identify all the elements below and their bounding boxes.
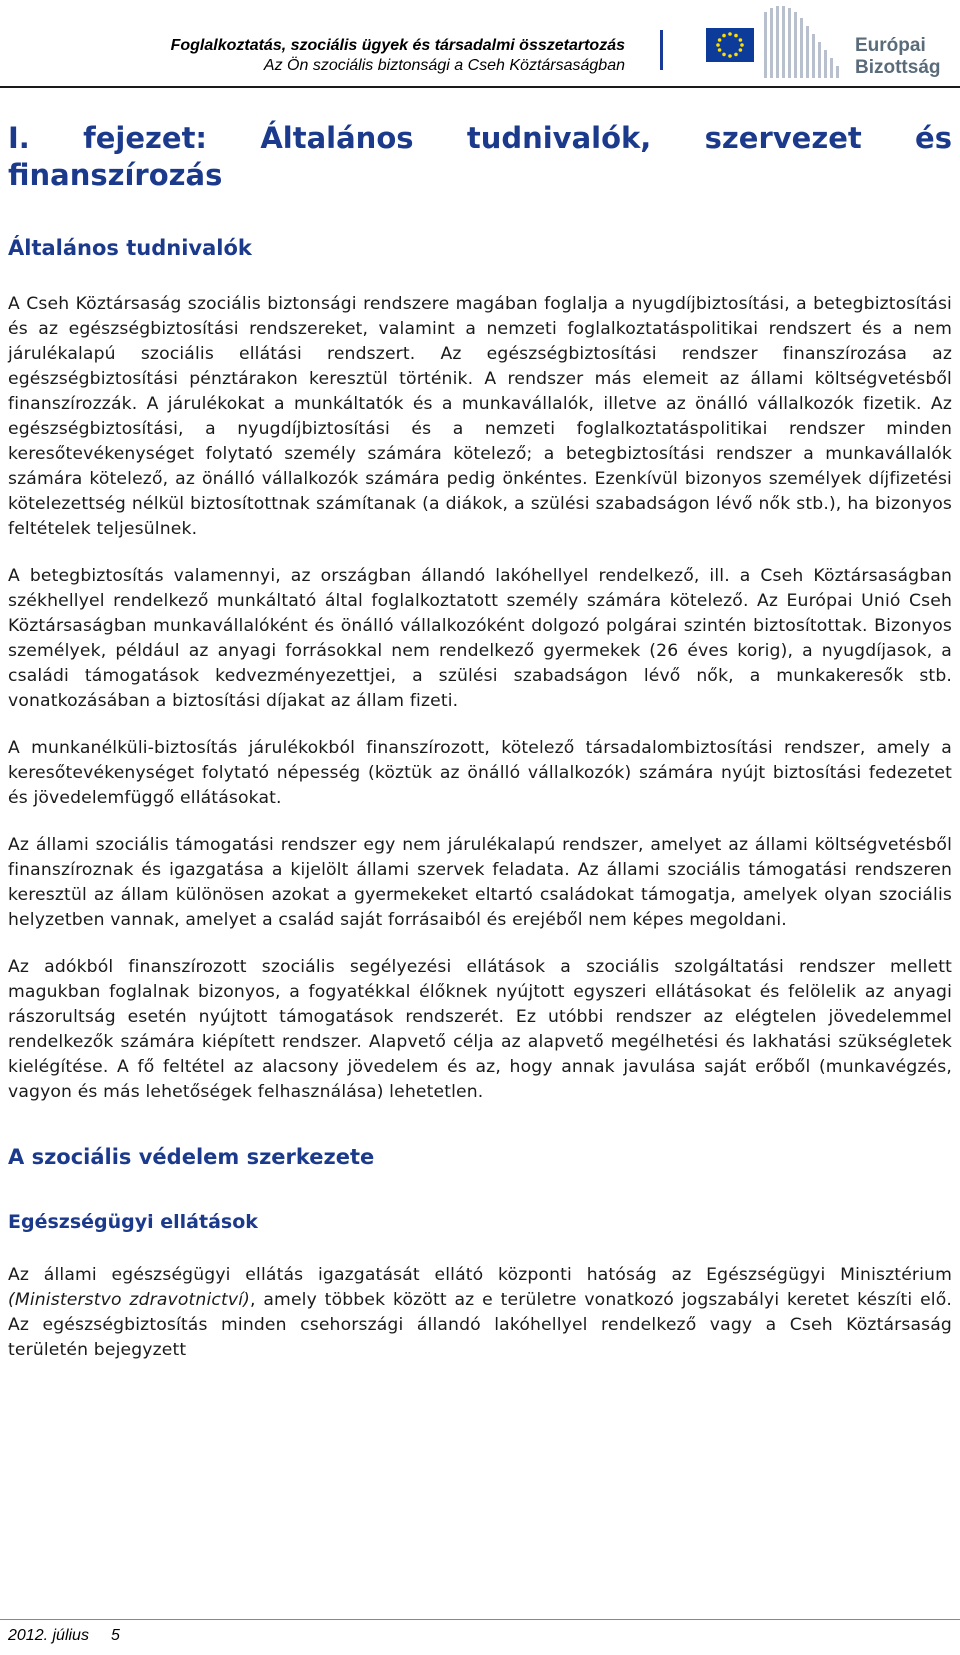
subsection-title-health: Egészségügyi ellátások [8, 1211, 258, 1233]
paragraph: A Cseh Köztársaság szociális biztonsági rendszere magában foglalja a nyugdíjbiztosítási, a betegbiztosítási és az egészségbiztosítási rendszereket, valamint a nemzeti foglalkoztatáspolitikai rendszert és a nem járulékalapú szociális ellátási rendszert. Az egészségbiztosítási rendszer finanszírozása az egészségbiztosítási pénztárakon keresztül történik. A rendszer más elemeit az állami költségvetésből finanszírozzák. A járulékokat a munkáltatók és a munkavállalók, illetve az önálló vállalkozók fizetik. Az egészségbiztosítási, a nyugdíjbiztosítási és a nemzeti foglalkoztatáspolitikai rendszer minden keresőtevékenységet folytató személy számára kötelező; a betegbiztosítási rendszer a munkavállalók számára kötelező, az önálló vállalkozók számára pedig önkéntes. Ezenkívül bizonyos személyek díjfizetési kötelezettség nélkül biztosítottnak számítanak (a diákok, a szülési szabadságon lévő nők stb.), ha bizonyos feltételek teljesülnek. [8, 294, 952, 539]
page-number: 5 [110, 1627, 120, 1644]
paragraph-health-italic: (Ministerstvo zdravotnictví) [8, 1290, 250, 1310]
berlaymont-building-icon [764, 6, 839, 78]
logo-text-line1: Európai [855, 35, 926, 56]
header-titles [171, 36, 625, 76]
document-body [8, 120, 952, 1363]
eu-flag-icon [706, 28, 754, 62]
header-rule [0, 86, 960, 88]
header-divider [660, 30, 663, 70]
paragraph-health-text-1: Az állami egészségügyi ellátás igazgatását ellátó központi hatóság az Egészségügyi Minisztérium [8, 1265, 952, 1285]
paragraph: Az állami szociális támogatási rendszer egy nem járulékalapú rendszer, amelyet az állami költségvetésből finanszíroznak és igazgatása a kijelölt állami szervek feladata. Az állami szociális támogatási rendszeren keresztül az állam különösen azokat a gyermekeket eltartó családokat támogatja, amelyek olyan szociális helyzetben vannak, amelyet a család saját forrásaiból és erejéből nem képes megoldani. [8, 835, 952, 930]
page-header [0, 0, 960, 88]
header-subtitle: Az Ön szociális biztonsági a Cseh Köztársaságban [263, 57, 625, 74]
chapter-title: I. fejezet: Általános tudnivalók, szervezet és finanszírozás [8, 121, 952, 192]
paragraph-health-text-2: , amely többek között az e területre vonatkozó jogszabályi keretet készíti elő. Az egészségbiztosítás minden csehországi állandó lakóhellyel rendelkező vagy a Cseh Köztársaság területén bejegyzett [8, 1290, 952, 1360]
logo-text-line2: Bizottság [855, 57, 941, 78]
section-title-structure: A szociális védelem szerkezete [8, 1145, 375, 1169]
footer-rule [0, 1619, 960, 1620]
page-footer [8, 1627, 120, 1645]
logo-text [855, 35, 941, 79]
paragraph: Az adókból finanszírozott szociális segélyezési ellátások a szociális szolgáltatási rendszer mellett magukban foglalnak bizonyos, a fogyatékkal élőknek nyújtott egyszeri ellátásokat és felölelik az anyagi rászorultság esetén nyújtott támogatások rendszerét. Ez utóbbi rendszer az elégtelen jövedelemmel rendelkezők számára kiépített rendszer. Alapvető célja az alapvető megélhetési és lakhatási szükségletek kielégítése. A fő feltétel az alacsony jövedelem és az, hogy annak javulása saját erőből (munkavégzés, vagyon és más lehetőségek felhasználása) lehetetlen. [8, 957, 952, 1102]
header-title: Foglalkoztatás, szociális ügyek és társadalmi összetartozás [170, 37, 625, 54]
paragraph: A munkanélküli-biztosítás járulékokból finanszírozott, kötelező társadalombiztosítási rendszer, amely a keresőtevékenységet folytató népesség (köztük az önálló vállalkozók) számára nyújt biztosítási fedezetet és jövedelemfüggő ellátásokat. [8, 738, 952, 808]
section-title-general: Általános tudnivalók [8, 236, 252, 260]
paragraph: A betegbiztosítás valamennyi, az országban állandó lakóhellyel rendelkező, ill. a Cseh Köztársaságban székhellyel rendelkező munkáltató által foglalkoztatott személy számára kötelező. Az Európai Unió Cseh Köztársaságban munkavállalóként és önálló vállalkozóként dolgozó polgárai szintén biztosítottak. Bizonyos személyek, például az anyagi forrásokkal nem rendelkező gyermekek (26 éves korig), a nyugdíjasok, a családi támogatások kedvezményezettjei, a szülési szabadságon lévő nők, a munkakeresők stb. vonatkozásában a biztosítási díjakat az állam fizeti. [8, 566, 952, 711]
footer-date: 2012. július [8, 1627, 89, 1644]
paragraph-health [8, 1263, 952, 1363]
